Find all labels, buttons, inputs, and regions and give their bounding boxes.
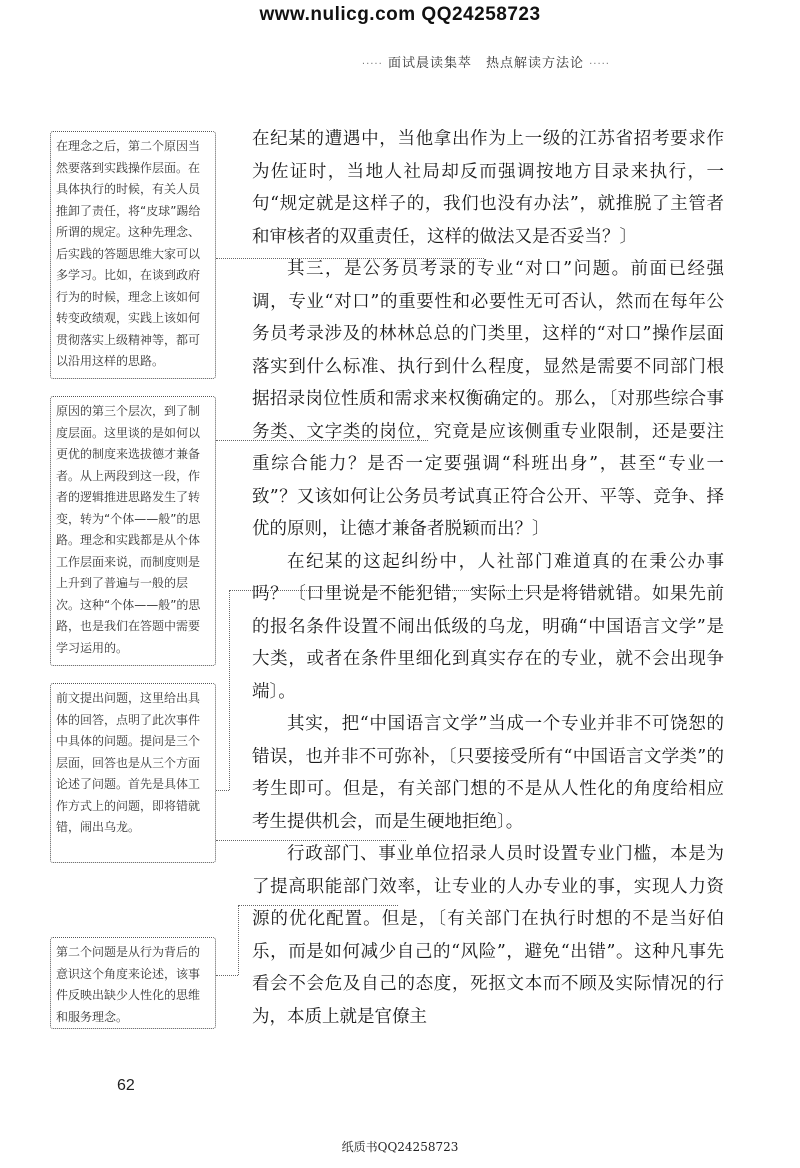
connector-line-4b [216, 975, 238, 976]
margin-note-2: 原因的第三个层次，到了制度层面。这里谈的是如何以更优的制度来选拔德才兼备者。从上两段到这一段，作者的逻辑推进思路发生了转变，转为“个体——般”的思路。理念和实践都是从个体工作层面来说，而制度则是上升到了普遍与一般的层次。这种“个体——般”的思路，也是我们在答题中需要学习运用的。 [50, 396, 216, 666]
header-title: 面试晨读集萃 热点解读方法论 [387, 56, 584, 71]
paragraph-5: 行政部门、事业单位招录人员时设置专业门槛，本是为了提高职能部门效率，让专业的人办专业的事，实现人力资源的优化配置。但是，〔有关部门在执行时想的不是当好伯乐，而是如何减少自己的“风险”，避免“出错”。这种凡事先看会不会危及自己的态度，死抠文本而不顾及实际情况的行为，本质上就是官僚主 [252, 844, 724, 1027]
paragraph-4: 其实，把“中国语言文学”当成一个专业并非不可饶恕的错误，也并非不可弥补，〔只要接受所有“中国语言文学类”的考生即可。但是，有关部门想的不是从人性化的角度给相应考生提供机会，而是生硬地拒绝〕。 [252, 714, 724, 832]
margin-note-4: 第二个问题是从行为背后的意识这个角度来论述，该事件反映出缺少人性化的思维和服务理念。 [50, 937, 216, 1029]
paragraph-1: 在纪某的遭遇中，当他拿出作为上一级的江苏省招考要求作为佐证时，当地人社局却反而强调按地方目录来执行，一句“规定就是这样子的，我们也没有办法”，就推脱了主管者和审核者的双重责任，这样的做法又是否妥当？〕 [252, 129, 724, 247]
main-text [252, 123, 724, 1033]
connector-line-3b [216, 790, 229, 791]
header-dots-right: ····· [589, 59, 610, 70]
running-header [362, 52, 610, 71]
connector-vline-4 [238, 905, 239, 975]
watermark-url: www.nulicg.com QQ24258723 [259, 4, 541, 25]
margin-note-1: 在理念之后，第二个原因当然要落到实践操作层面。在具体执行的时候，有关人员推卸了责任，将“皮球”踢给所谓的规定。这种先理念、后实践的答题思维大家可以多学习。比如，在谈到政府行为的时候，理念上该如何转变政绩观，实践上该如何贯彻落实上级精神等，都可以沿用这样的思路。 [50, 131, 216, 379]
header-dots-left: ····· [361, 59, 383, 70]
page-number: 62 [117, 1077, 135, 1094]
footer-text: 纸质书QQ24258723 [341, 1140, 459, 1154]
paragraph-2: 其三，是公务员考录的专业“对口”问题。前面已经强调，专业“对口”的重要性和必要性无可否认，然而在每年公务员考录涉及的林林总总的门类里，这样的“对口”操作层面落实到什么标准、执行到什么程度，显然是需要不同部门根据招录岗位性质和需求来权衡确定的。那么，〔对那些综合事务类、文字类的岗位，究竟是应该侧重专业限制，还是要注重综合能力？是否一定要强调“科班出身”，甚至“专业一致”？又该如何让公务员考试真正符合公开、平等、竞争、择优的原则，让德才兼备者脱颖而出？〕 [252, 259, 724, 539]
paragraph-3: 在纪某的这起纠纷中，人社部门难道真的在秉公办事吗？〔口里说是不能犯错，实际上只是将错就错。如果先前的报名条件设置不闹出低级的乌龙，明确“中国语言文学”是大类，或者在条件里细化到真实存在的专业，就不会出现争端〕。 [252, 551, 724, 702]
connector-vline-3 [229, 590, 230, 790]
margin-note-3: 前文提出问题，这里给出具体的回答，点明了此次事件中具体的问题。提问是三个层面，回答也是从三个方面论述了问题。首先是具体工作方式上的问题，即将错就错，闹出乌龙。 [50, 683, 216, 863]
